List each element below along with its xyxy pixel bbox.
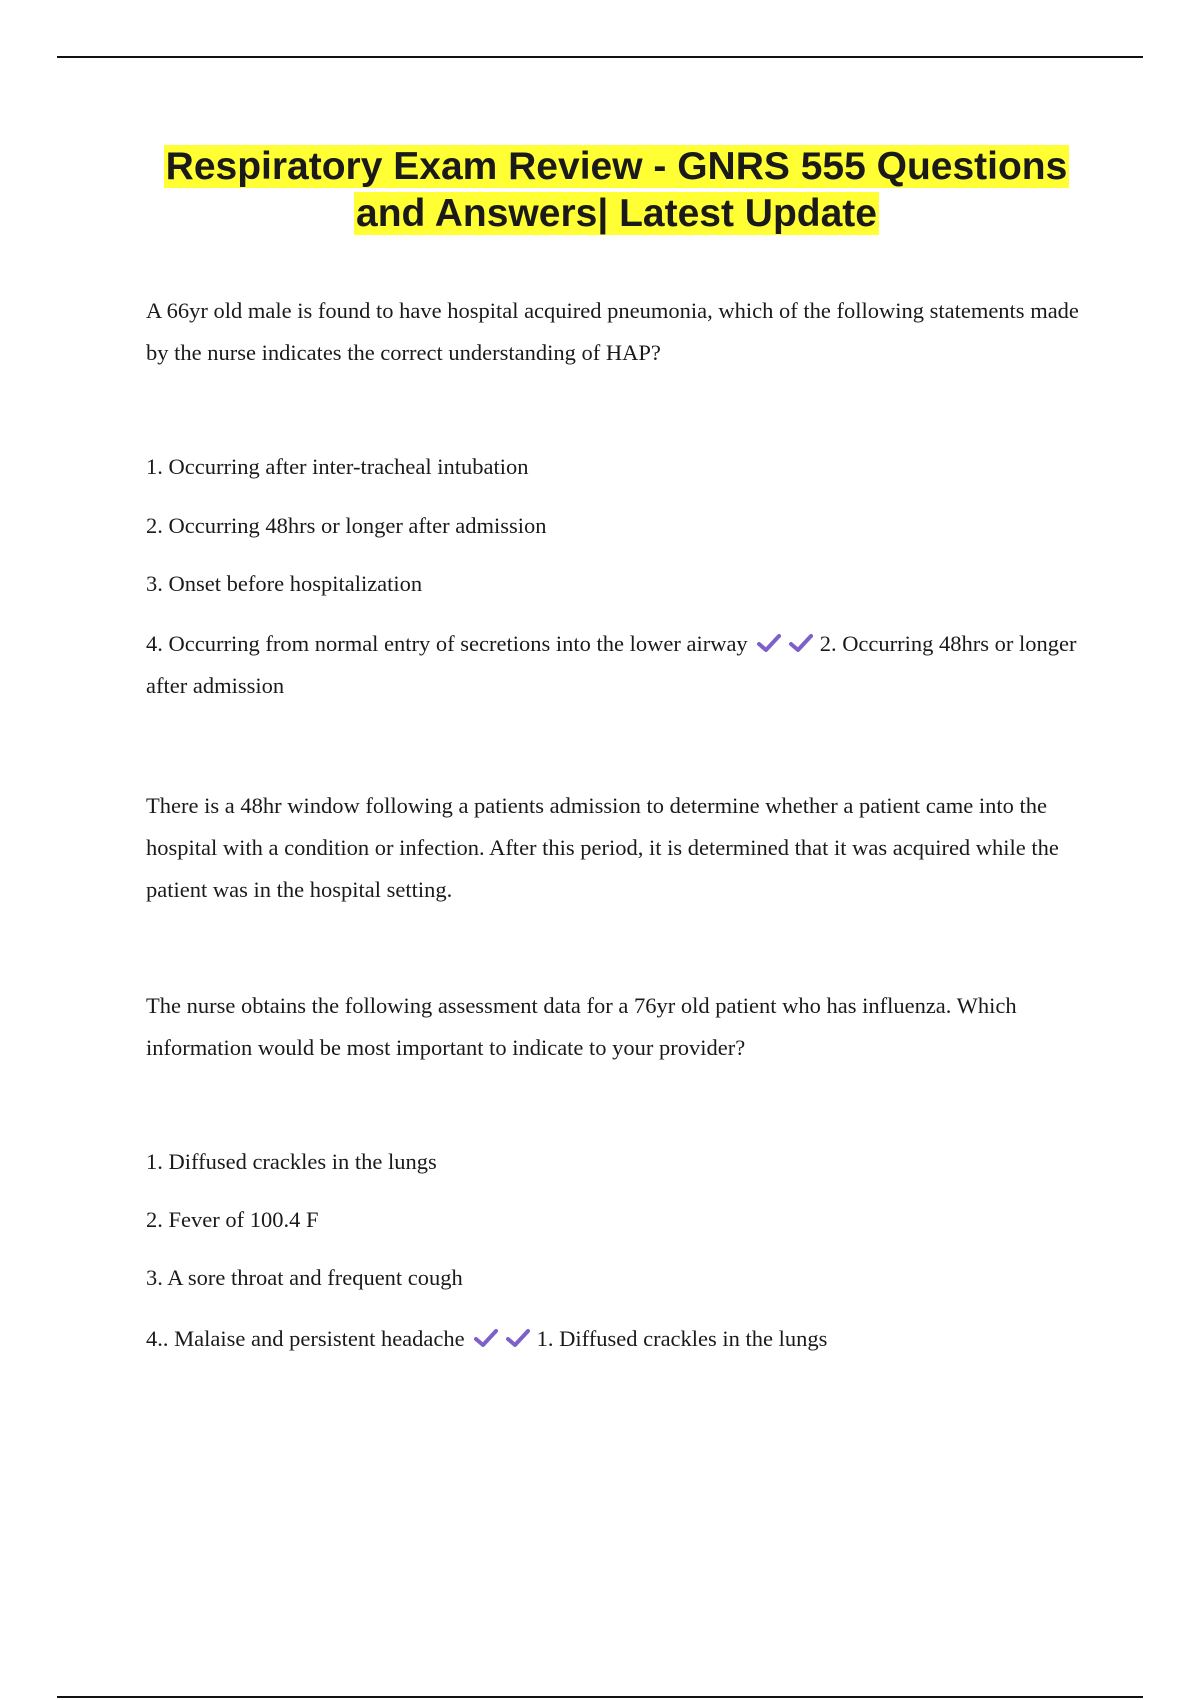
bottom-rule [57,1696,1143,1698]
q1-option-4: 4. Occurring from normal entry of secretions into the lower airway [146,631,748,656]
q1-rationale: There is a 48hr window following a patients admission to determine whether a patient came into the hospital with a condition or infection. After this period, it is determined that it was acquired while the patient was in the hospital setting. [146,793,1059,902]
q1-option-4-with-answer [146,623,1106,707]
q1-option-2: 2. Occurring 48hrs or longer after admission [146,513,547,538]
q2-answer-marker [473,1318,537,1360]
q2-option-1: 1. Diffused crackles in the lungs [146,1149,437,1174]
q2-answer: 1. Diffused crackles in the lungs [536,1326,828,1351]
question-1-text: A 66yr old male is found to have hospital acquired pneumonia, which of the following statements made by the nurse indicates the correct understanding of HAP? [146,298,1079,365]
question-2-text: The nurse obtains the following assessment data for a 76yr old patient who has influenza. Which information would be most important to indicate to your provider? [146,993,1017,1060]
check-icon [756,632,782,654]
q2-option-3: 3. A sore throat and frequent cough [146,1265,463,1290]
q1-answer-marker [756,623,820,665]
q2-option-4: 4.. Malaise and persistent headache [146,1326,465,1351]
check-icon [788,632,814,654]
q1-answer: 2. Occurring 48hrs or longer after admission [146,631,1077,698]
q1-option-3: 3. Onset before hospitalization [146,571,423,596]
top-rule [57,56,1143,58]
title-line-2: and Answers| Latest Update [356,192,877,235]
q1-option-1: 1. Occurring after inter-tracheal intubation [146,454,529,479]
q2-option-4-with-answer [146,1318,1106,1360]
document-title [90,143,1143,237]
check-icon [505,1327,531,1349]
title-line-1: Respiratory Exam Review - GNRS 555 Questions [165,145,1068,188]
check-icon [473,1327,499,1349]
q2-option-2: 2. Fever of 100.4 F [146,1207,319,1232]
